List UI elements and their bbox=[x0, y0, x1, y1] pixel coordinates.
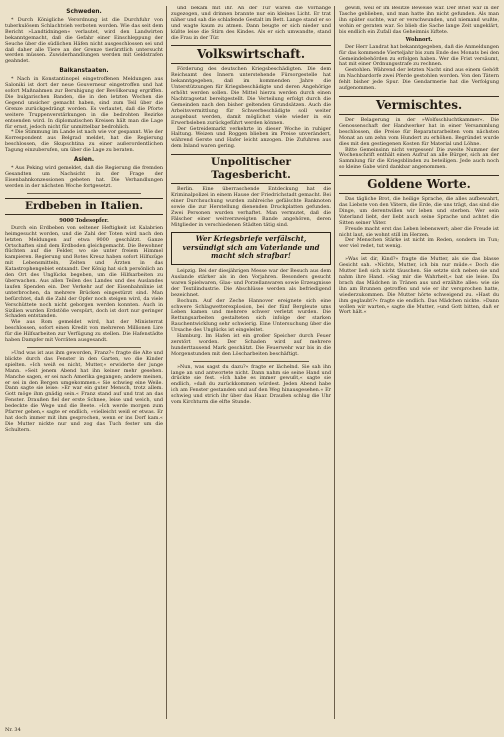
divider bbox=[193, 361, 309, 362]
article-text: * Die Stimmung im Lande ist nach wie vor gespannt. Wie der Korrespondent aus Belgrad meldet, hat die Regierung beschlossen, die Skupschtina zu einer außerordentlichen Tagung einzuberufen, um über die Lage zu beraten. bbox=[5, 129, 163, 154]
article-text: Leipzig. Bei der diesjährigen Messe war der Besuch aus dem Auslande stärker als in den Vorjahren. Besonders gesucht waren Spielwaren, Glas- und Porzellanwaren sowie Erzeugnisse der Textilindustrie. Die Abschlüsse werden als befriedigend bezeichnet. bbox=[171, 268, 331, 298]
article-text: Der Getreidemarkt verkehrte in dieser Woche in ruhiger Haltung. Weizen und Roggen blieben im Preise unverändert, während Gerste und Hafer leicht anzogen. Die Zufuhren aus dem Inland waren gering. bbox=[171, 125, 331, 150]
article-text: Der Menschen Stärke ist nicht im Reden, sondern im Tun; wer viel redet, tut wenig. bbox=[339, 237, 499, 250]
article-text: Das tägliche Brot, die heilige Sprache, die alles aufbewahrt, das Liebste von den Vätern, die Erde, die uns trägt, das sind die Dinge, um derentwillen wir leben und sterben. Wer sein Vaterland liebt, der liebt auch seine Sprache und achtet die Sitten seiner Väter. bbox=[339, 196, 499, 226]
divider bbox=[27, 347, 141, 348]
page-footer: Nr. 34 bbox=[5, 727, 21, 733]
divider bbox=[27, 193, 141, 194]
subheadline-todesopfer: 9000 Todesopfer. bbox=[59, 217, 109, 224]
headline-tagesbericht: Unpolitischer Tagesbericht. bbox=[171, 154, 331, 184]
article-text: * Aus Peking wird gemeldet, daß die Regierung die fremden Gesandten um Nachsicht in der Frage der Eisenbahnkonzessionen gebeten hat. Die Verhandlungen werden in der nächsten Woche fortgesetzt. bbox=[5, 165, 163, 189]
headline-vermischtes: Vermischtes. bbox=[339, 96, 499, 115]
column-divider bbox=[334, 6, 335, 719]
column-left bbox=[5, 6, 163, 719]
article-text: Der Herr Landrat hat bekanntgegeben, daß die Anmeldungen für das kommende Vierteljahr bis zum Ende des Monats bei den Gemeindebehörden zu erfolgen haben. Wer die Frist versäumt, hat mit einer Ordnungsstrafe zu rechnen. bbox=[339, 43, 499, 68]
column-middle bbox=[171, 6, 331, 719]
article-text: Berlin. Eine überraschende Entdeckung hat die Kriminalpolizei in einem Hause der Friedrichstadt gemacht. Bei einer Durchsuchung wurden zahlreiche gefälschte Banknoten sowie die zur Herstellung dienenden Druckplatten gefunden. Zwei Personen wurden verhaftet. Man vermutet, daß die Fälscher einer weitverzweigten Bande angehören, deren Mitglieder in verschiedenen Städten tätig sind. bbox=[171, 186, 331, 228]
article-text: Gestohlen. Während der letzten Nacht sind aus einem Gehöft im Nachbardorfe zwei Pferde gestohlen worden. Von den Tätern fehlt bisher jede Spur. Die Gendarmerie hat die Verfolgung aufgenommen. bbox=[339, 67, 499, 92]
divider bbox=[361, 253, 477, 254]
article-text: gewiß, weil er im Besitze Beweise war. Der Brief war in der Tasche geblieben, und man hatte ihn nicht gefunden. Als man ihn später suchte, war er verschwunden, und niemand wußte, wohin er geraten war. So blieb die Sache lange Zeit ungeklärt, bis endlich ein Zufall das Geheimnis lüftete. bbox=[339, 6, 499, 35]
serial-story-text: und bekam mit ihr. An der Tür waren die Vorhänge zugezogen, und drinnen brannte nur ein kleines Licht. Er trat näher und sah die schlafende Gestalt im Bett. Lange stand er so und wagte kaum zu atmen. Dann beugte er sich nieder und küßte leise die Stirn des Kindes. Als er sich umwandte, stand die Frau in der Tür. bbox=[171, 6, 331, 41]
article-text: Durch ein Erdbeben von seltener Heftigkeit ist Kalabrien heimgesucht worden, und die Zahl der Toten wird nach den letzten Meldungen auf etwa 9000 geschätzt. Ganze Ortschaften sind dem Erdboden gleichgemacht. Die Bewohner flüchten auf die Felder, wo sie unter freiem Himmel kampieren. Regierung und Rotes Kreuz haben sofort Hilfszüge mit Lebensmitteln, Zelten und Ärzten in das Katastrophengebiet entsandt. Der König hat sich persönlich an den Ort des Unglücks begeben, um die Hilfsarbeiten zu überwachen. Aus allen Teilen des Landes und des Auslandes laufen Spenden ein. Der Verkehr auf der Eisenbahnlinie ist unterbrochen, da mehrere Brücken eingestürzt sind. Man befürchtet, daß die Zahl der Opfer noch steigen wird, da viele Verschüttete noch nicht geborgen werden konnten. Auch in Sizilien wurden Erdstöße verspürt, doch ist dort nur geringer Schaden entstanden. bbox=[5, 224, 163, 320]
section-heading-balkanstaaten: Balkanstaaten. bbox=[59, 68, 109, 75]
subheading-wohnort: Wohnort. bbox=[405, 36, 433, 43]
serial-story-text: »Nun, was sagst du dazu?« fragte er lächelnd. Sie sah ihn lange an und antwortete nicht. Dann nahm sie seine Hand und drückte sie fest. »Ich habe es immer gewußt,« sagte sie endlich, »daß du zurückkommen würdest. Jeden Abend habe ich am Fenster gestanden und auf den Weg hinausgesehen.« Er schwieg und strich ihr über das Haar. Draußen schlug die Uhr vom Kirchturm die elfte Stunde. bbox=[171, 363, 331, 406]
article-text: Hamburg. Im Hafen ist ein großer Speicher durch Feuer zerstört worden. Der Schaden wird auf mehrere hunderttausend Mark geschätzt. Die Feuerwehr war bis in die Morgenstunden mit den Löscharbeiten beschäftigt. bbox=[171, 333, 331, 357]
headline-volkswirtschaft: Volkswirtschaft. bbox=[171, 45, 331, 64]
serial-story-text: »Was ist dir, Kind?« fragte die Mutter, als sie das blasse Gesicht sah. »Nichts, Mutter, ich bin nur müde.« Doch die Mutter ließ sich nicht täuschen. Sie setzte sich neben sie und nahm ihre Hand. »Sag mir die Wahrheit,« bat sie leise. Da brach das Mädchen in Tränen aus und erzählte alles: wie sie ihn am Brunnen getroffen und wie er ihr versprochen hatte, wiederzukommen. Die Mutter hörte schweigend zu. »Hast du ihm geglaubt?« fragte sie endlich. Das Mädchen nickte. »Dann wollen wir warten,« sagte die Mutter, »und Gott bitten, daß er Wort hält.« bbox=[339, 256, 499, 316]
article-text: Bochum. Auf der Zeche Hannover ereignete sich eine schwere Schlagwetterexplosion, bei der fünf Bergleute ums Leben kamen und mehrere schwer verletzt wurden. Die Rettungsarbeiten gestalteten sich infolge der starken Rauchentwicklung sehr schwierig. Eine Untersuchung über die Ursache des Unglücks ist eingeleitet. bbox=[171, 297, 331, 334]
notice-box bbox=[171, 232, 331, 265]
column-divider bbox=[166, 6, 167, 719]
headline-goldene-worte: Goldene Worte. bbox=[339, 175, 499, 194]
column-right bbox=[339, 6, 499, 719]
article-text: Bitte Gemeinsinn nicht vergessen! Die zweite Nummer der Wochenschrift enthält einen Aufruf an alle Bürger, sich an der Sammlung für die Kriegsblinden zu beteiligen. Jede auch noch so kleine Gabe wird dankbar angenommen. bbox=[339, 146, 499, 171]
article-text: Der Belagerung in der »Wolfsschluchtkammer«. Die Genossenschaft der Handwerker hat in einer Versammlung beschlossen, die Preise für Reparaturarbeiten vom nächsten Monat an um zehn vom Hundert zu erhöhen. Begründet wurde dies mit den gestiegenen Kosten für Material und Löhne. bbox=[339, 116, 499, 147]
section-heading-asien: Asien. bbox=[73, 157, 95, 164]
article-text: Freude macht erst das Leben lebenswert; aber die Freude ist nicht laut, sie wohnt still im Herzen. bbox=[339, 225, 499, 238]
article-text: * Durch Königliche Verordnung ist die Durchfuhr von tuberkulösem Schlachtvieh verboten worden. Wie das seit dem Bericht »Landtidningen« verlautet, wird den Landwirten bekanntgemacht, daß die Gefahr einer Einschleppung der Seuche über die südlichen Häfen nicht ausgeschlossen sei und daß daher alle Tiere an der Grenze tierärztlich untersucht werden müssen. Zuwiderhandlungen werden mit Geldstrafen geahndet. bbox=[5, 17, 163, 65]
notice-box-title: Wer Kriegsbriefe verfälscht, versündigt sich am Vaterlande und macht sich strafbar! bbox=[182, 234, 320, 260]
article-text: Wie aus Rom gemeldet wird, hat der Ministerrat beschlossen, sofort einen Kredit von mehreren Millionen Lire für die Hilfsarbeiten zur Verfügung zu stellen. Die Hafenstädte haben Dampfer mit Vorräten ausgesandt. bbox=[5, 319, 163, 344]
section-heading-schweden: Schweden. bbox=[66, 9, 102, 15]
article-text: * Nach in Konstantinopel eingetroffenen Meldungen aus Saloniki ist dort der neue Gouverneur eingetroffen und hat sofort Maßnahmen zur Beruhigung der Bevölkerung ergriffen. Die bulgarischen Banden, die in den letzten Wochen die Gegend unsicher gemacht haben, sind zum Teil über die Grenze zurückgedrängt worden. Es verlautet, daß die Pforte weitere Truppenverstärkungen in die bedrohten Bezirke entsenden wird. In diplomatischen Kreisen hält man die Lage für ernst, jedoch nicht für unmittelbar bedrohlich. bbox=[5, 76, 163, 130]
serial-story-text: »Und was ist aus ihm geworden, Franz?« fragte die Alte und blickte durch das Fenster in den Garten, wo die Kinder spielten. »Ich weiß es nicht, Mutter,« erwiderte der junge Mann. »Seit jenem Abend hat ihn keiner mehr gesehen. Manche sagen, er sei nach Amerika gegangen; andere meinen, er sei in den Bergen umgekommen.« Sie schwieg eine Weile. Dann sagte sie leise: »Er war ein guter Mensch, trotz allem. Gott möge ihm gnädig sein.« Franz stand auf und trat an das Fenster. Draußen fiel der erste Schnee, leise und weich, und bedeckte die Wege und die Beete. »Ich werde morgen zum Pfarrer gehen,« sagte er endlich, »vielleicht weiß er etwas. Er hat doch immer mit ihm gesprochen, wenn er ins Dorf kam.« Die Mutter nickte nur und zog das Tuch fester um die Schultern. bbox=[5, 349, 163, 433]
article-text: Förderung des deutschen Kriegsbeschädigten. Die dem Reichsamt des Innern unterstehende Fürsorgestelle hat bekanntgegeben, daß im kommenden Jahre die Unterstützungen für Kriegsbeschädigte und deren Angehörige erhöht werden sollen. Die Mittel hierzu werden durch einen Nachtragsetat bereitgestellt. Die Verteilung erfolgt durch die Gemeinden nach den bisher geltenden Grundsätzen. Auch die Arbeitsvermittlung für Schwerbeschädigte soll weiter ausgebaut werden, damit möglichst viele wieder in ein Erwerbsleben zurückgeführt werden können. bbox=[171, 66, 331, 126]
headline-erdbeben: Erdbeben in Italien. bbox=[5, 198, 163, 215]
